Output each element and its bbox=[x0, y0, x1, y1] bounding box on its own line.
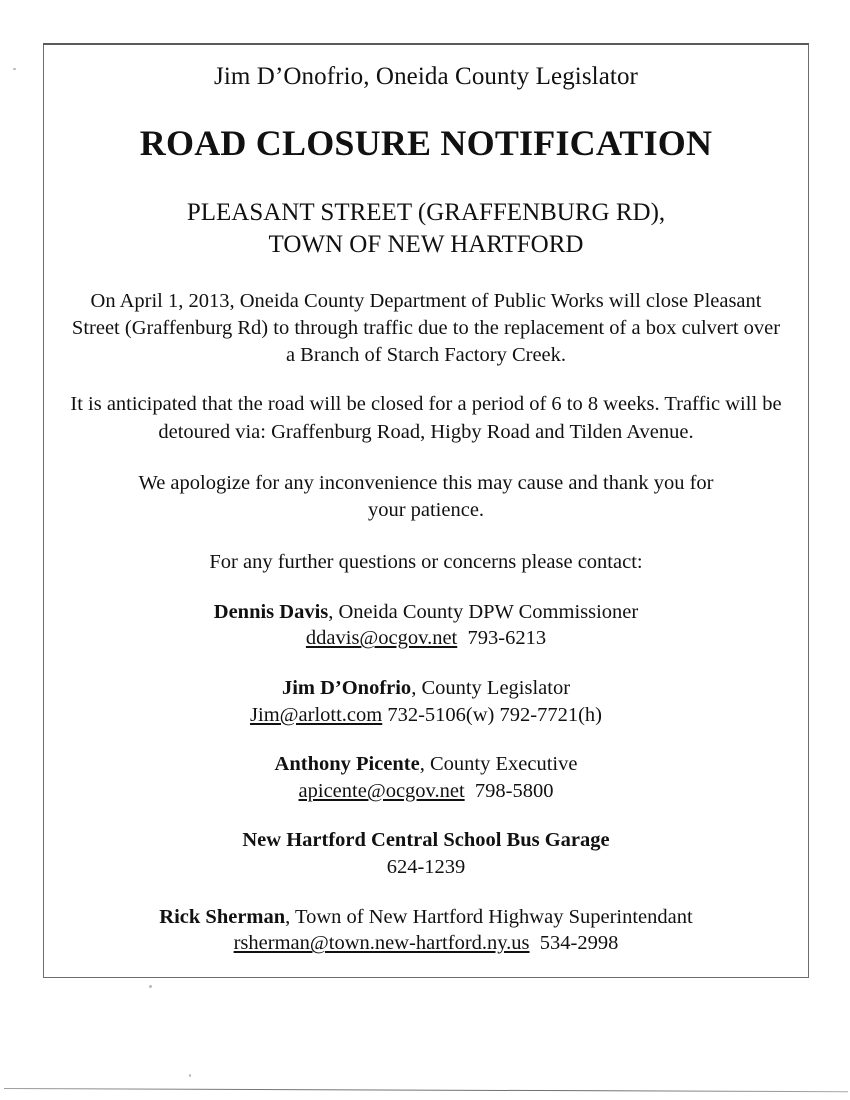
contact-dennis-davis bbox=[62, 599, 790, 652]
paragraph-closure-details: On April 1, 2013, Oneida County Department of Public Works will close Pleasant Street (Graffenburg Rd) to through traffic due to the replacement of a box culvert over a Branch of Starch Factory Creek. bbox=[71, 289, 781, 367]
contact-detail-line bbox=[62, 930, 790, 957]
subtitle bbox=[62, 197, 790, 261]
paragraph-duration-detour: It is anticipated that the road will be closed for a period of 6 to 8 weeks. Traffic will be detoured via: Graffenburg Road, Higby Road and Tilden Avenue. bbox=[70, 393, 782, 443]
contact-name: Dennis Davis bbox=[213, 600, 329, 623]
contact-role: , Town of New Hartford Highway Superintendant bbox=[285, 905, 693, 928]
body-text bbox=[62, 288, 790, 577]
contact-name: Jim D’Onofrio bbox=[281, 676, 412, 699]
paragraph-apology: We apologize for any inconvenience this may cause and thank you for your patience. bbox=[138, 471, 714, 522]
contact-name: Rick Sherman bbox=[159, 905, 286, 928]
contact-detail-line bbox=[62, 625, 790, 652]
contact-title-line bbox=[62, 675, 790, 702]
notice-content bbox=[62, 56, 790, 957]
contact-title-line bbox=[62, 827, 790, 854]
contact-email[interactable]: apicente@ocgov.net bbox=[298, 779, 465, 802]
scan-speck bbox=[13, 68, 16, 70]
scan-artifact-line bbox=[4, 1088, 848, 1092]
contact-rick-sherman bbox=[62, 904, 790, 957]
contact-title-line bbox=[62, 599, 790, 626]
contact-list bbox=[62, 599, 790, 957]
contact-email[interactable]: ddavis@ocgov.net bbox=[305, 627, 458, 650]
contact-phone: 793-6213 bbox=[467, 627, 547, 650]
scan-speck bbox=[189, 1074, 191, 1077]
contact-detail-line bbox=[62, 702, 790, 729]
page-title: ROAD CLOSURE NOTIFICATION bbox=[139, 123, 713, 163]
contact-title-line bbox=[62, 904, 790, 931]
notice-border-box bbox=[43, 43, 809, 978]
contact-phone: 624-1239 bbox=[386, 856, 466, 879]
contact-role: , Oneida County DPW Commissioner bbox=[328, 600, 639, 623]
contact-detail-line bbox=[62, 854, 790, 881]
scan-speck bbox=[149, 985, 152, 988]
contact-phone: 534-2998 bbox=[539, 932, 619, 955]
contact-role: , County Executive bbox=[419, 753, 578, 776]
contact-role: , County Legislator bbox=[411, 676, 571, 699]
organization-line: Jim D’Onofrio, Oneida County Legislator bbox=[214, 63, 638, 90]
contact-name: Anthony Picente bbox=[274, 753, 420, 776]
contact-email[interactable]: Jim@arlott.com bbox=[250, 703, 383, 726]
subtitle-line-2: TOWN OF NEW HARTFORD bbox=[268, 230, 584, 258]
contact-bus-garage bbox=[62, 827, 790, 880]
contact-email[interactable]: rsherman@town.new-hartford.ny.us bbox=[233, 932, 530, 955]
contact-detail-line bbox=[62, 778, 790, 805]
contact-name: New Hartford Central School Bus Garage bbox=[242, 829, 610, 852]
contact-title-line bbox=[62, 751, 790, 778]
contact-phone: 732-5106(w) 792-7721(h) bbox=[387, 703, 602, 726]
contact-anthony-picente bbox=[62, 751, 790, 804]
contact-phone: 798-5800 bbox=[474, 779, 554, 802]
contact-jim-donofrio bbox=[62, 675, 790, 728]
paragraph-contact-intro: For any further questions or concerns please contact: bbox=[209, 551, 643, 574]
subtitle-line-1: PLEASANT STREET (GRAFFENBURG RD), bbox=[186, 198, 666, 226]
